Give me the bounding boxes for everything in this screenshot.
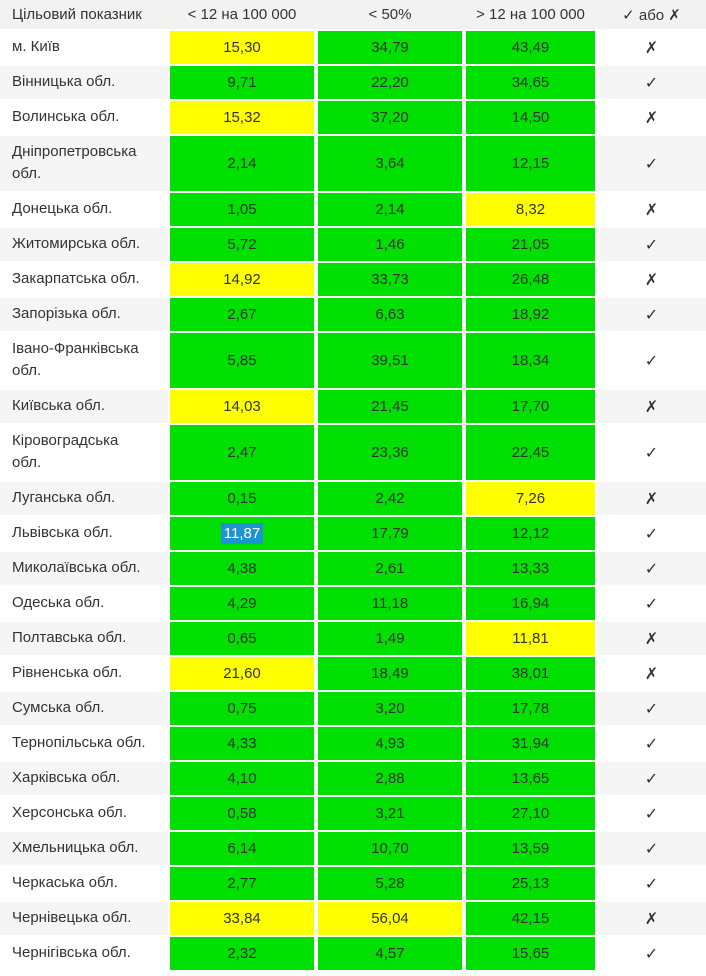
region-name-cell	[0, 390, 168, 425]
region-name-cell	[0, 482, 168, 517]
value-cell: 6,14	[168, 832, 316, 867]
value-cell: 13,59	[464, 832, 597, 867]
value-cell: 2,88	[316, 762, 464, 797]
value-cell: 15,65	[464, 937, 597, 972]
value-cell: 2,61	[316, 552, 464, 587]
region-name-cell	[0, 902, 168, 937]
status-cross-icon: ✗	[597, 263, 706, 298]
region-label: Івано-Франківська обл.	[12, 340, 139, 379]
value-cell: 9,71	[168, 66, 316, 101]
value-cell: 11,18	[316, 587, 464, 622]
table-row	[0, 263, 706, 298]
value-cell: 4,57	[316, 937, 464, 972]
table-row	[0, 31, 706, 66]
region-name-cell	[0, 657, 168, 692]
value-cell: 18,34	[464, 333, 597, 390]
value-cell: 56,04	[316, 902, 464, 937]
value-cell: 2,32	[168, 937, 316, 972]
value-cell: 22,20	[316, 66, 464, 101]
region-name-cell	[0, 31, 168, 66]
status-check-icon: ✓	[597, 425, 706, 482]
table-row	[0, 136, 706, 193]
table-row	[0, 552, 706, 587]
region-label: м. Київ	[12, 38, 60, 55]
region-label: Миколаївська обл.	[12, 559, 141, 576]
region-name-cell	[0, 762, 168, 797]
value-cell: 23,36	[316, 425, 464, 482]
value-cell: 12,12	[464, 517, 597, 552]
region-name-cell	[0, 937, 168, 972]
table-row	[0, 797, 706, 832]
value-cell: 2,42	[316, 482, 464, 517]
table-row	[0, 517, 706, 552]
region-label: Чернігівська обл.	[12, 944, 131, 961]
region-name-cell	[0, 727, 168, 762]
value-cell: 21,60	[168, 657, 316, 692]
value-cell: 25,13	[464, 867, 597, 902]
table-row	[0, 228, 706, 263]
region-label: Волинська обл.	[12, 108, 120, 125]
status-cross-icon: ✗	[597, 657, 706, 692]
header-lt-12-per-100000: < 12 на 100 000	[168, 0, 316, 31]
region-label: Луганська обл.	[12, 489, 116, 506]
value-cell: 34,79	[316, 31, 464, 66]
region-name-cell	[0, 867, 168, 902]
status-check-icon: ✓	[597, 727, 706, 762]
value-cell: 0,75	[168, 692, 316, 727]
region-label: Хмельницька обл.	[12, 839, 139, 856]
value-cell: 6,63	[316, 298, 464, 333]
value-cell: 17,78	[464, 692, 597, 727]
status-cross-icon: ✗	[597, 193, 706, 228]
status-check-icon: ✓	[597, 517, 706, 552]
value-cell: 13,33	[464, 552, 597, 587]
region-label: Харківська обл.	[12, 769, 121, 786]
status-check-icon: ✓	[597, 333, 706, 390]
region-name-cell	[0, 797, 168, 832]
status-check-icon: ✓	[597, 298, 706, 333]
status-check-icon: ✓	[597, 587, 706, 622]
value-cell: 2,47	[168, 425, 316, 482]
region-label: Закарпатська обл.	[12, 270, 140, 287]
value-cell: 26,48	[464, 263, 597, 298]
value-cell: 5,85	[168, 333, 316, 390]
region-name-cell	[0, 228, 168, 263]
region-label: Вінницька обл.	[12, 73, 116, 90]
value-cell: 15,30	[168, 31, 316, 66]
table-row	[0, 101, 706, 136]
header-check-or-cross: ✓ або ✗	[597, 0, 706, 31]
status-cross-icon: ✗	[597, 31, 706, 66]
value-cell: 2,14	[168, 136, 316, 193]
value-cell: 5,72	[168, 228, 316, 263]
region-label: Одеська обл.	[12, 594, 105, 611]
table-row	[0, 902, 706, 937]
value-cell: 5,28	[316, 867, 464, 902]
region-name-cell	[0, 101, 168, 136]
value-cell: 4,93	[316, 727, 464, 762]
region-name-cell	[0, 425, 168, 482]
value-cell: 11,81	[464, 622, 597, 657]
value-cell: 17,79	[316, 517, 464, 552]
table-body	[0, 31, 706, 972]
region-name-cell	[0, 622, 168, 657]
value-cell: 21,45	[316, 390, 464, 425]
region-label: Черкаська обл.	[12, 874, 118, 891]
value-cell: 1,46	[316, 228, 464, 263]
table-row	[0, 622, 706, 657]
value-cell: 3,64	[316, 136, 464, 193]
status-cross-icon: ✗	[597, 622, 706, 657]
region-name-cell	[0, 587, 168, 622]
region-name-cell	[0, 517, 168, 552]
value-cell: 42,15	[464, 902, 597, 937]
header-row	[0, 0, 706, 31]
value-cell: 33,84	[168, 902, 316, 937]
region-label: Львівська обл.	[12, 524, 113, 541]
selected-text: 11,87	[221, 523, 263, 544]
region-name-cell	[0, 263, 168, 298]
value-cell: 22,45	[464, 425, 597, 482]
value-cell: 12,15	[464, 136, 597, 193]
value-cell: 2,77	[168, 867, 316, 902]
table-row	[0, 867, 706, 902]
value-cell: 18,49	[316, 657, 464, 692]
value-cell: 1,49	[316, 622, 464, 657]
status-check-icon: ✓	[597, 228, 706, 263]
region-label: Херсонська обл.	[12, 804, 127, 821]
region-name-cell	[0, 692, 168, 727]
header-gt-12-per-100000: > 12 на 100 000	[464, 0, 597, 31]
value-cell: 17,70	[464, 390, 597, 425]
table-row	[0, 937, 706, 972]
value-cell: 16,94	[464, 587, 597, 622]
value-cell: 27,10	[464, 797, 597, 832]
table-row	[0, 657, 706, 692]
value-cell: 0,15	[168, 482, 316, 517]
value-cell: 3,20	[316, 692, 464, 727]
table-row	[0, 692, 706, 727]
value-cell: 14,92	[168, 263, 316, 298]
region-label: Житомирська обл.	[12, 235, 141, 252]
region-name-cell	[0, 552, 168, 587]
status-check-icon: ✓	[597, 832, 706, 867]
region-label: Чернівецька обл.	[12, 909, 132, 926]
table-row	[0, 762, 706, 797]
status-cross-icon: ✗	[597, 390, 706, 425]
status-check-icon: ✓	[597, 552, 706, 587]
region-label: Рівненська обл.	[12, 664, 123, 681]
status-check-icon: ✓	[597, 937, 706, 972]
table-row	[0, 66, 706, 101]
region-label: Сумська обл.	[12, 699, 105, 716]
value-cell: 4,29	[168, 587, 316, 622]
region-label: Полтавська обл.	[12, 629, 127, 646]
status-check-icon: ✓	[597, 692, 706, 727]
region-label: Донецька обл.	[12, 200, 113, 217]
table-row	[0, 390, 706, 425]
value-cell: 2,67	[168, 298, 316, 333]
region-label: Київська обл.	[12, 397, 105, 414]
table-row	[0, 425, 706, 482]
value-cell: 10,70	[316, 832, 464, 867]
value-cell: 14,50	[464, 101, 597, 136]
table-header	[0, 0, 706, 31]
value-cell: 15,32	[168, 101, 316, 136]
status-check-icon: ✓	[597, 136, 706, 193]
value-cell	[168, 517, 316, 552]
region-name-cell	[0, 136, 168, 193]
region-label: Запорізька обл.	[12, 305, 121, 322]
status-cross-icon: ✗	[597, 101, 706, 136]
value-cell: 2,14	[316, 193, 464, 228]
value-cell: 43,49	[464, 31, 597, 66]
value-cell: 21,05	[464, 228, 597, 263]
value-cell: 4,38	[168, 552, 316, 587]
value-cell: 33,73	[316, 263, 464, 298]
status-cross-icon: ✗	[597, 902, 706, 937]
value-cell: 13,65	[464, 762, 597, 797]
region-label: Тернопільська обл.	[12, 734, 146, 751]
region-name-cell	[0, 333, 168, 390]
table-row	[0, 587, 706, 622]
status-check-icon: ✓	[597, 66, 706, 101]
value-cell: 18,92	[464, 298, 597, 333]
table-row	[0, 482, 706, 517]
value-cell: 7,26	[464, 482, 597, 517]
header-target-indicator: Цільовий показник	[0, 0, 168, 31]
status-check-icon: ✓	[597, 867, 706, 902]
status-check-icon: ✓	[597, 797, 706, 832]
status-cross-icon: ✗	[597, 482, 706, 517]
value-cell: 37,20	[316, 101, 464, 136]
region-name-cell	[0, 832, 168, 867]
status-check-icon: ✓	[597, 762, 706, 797]
region-name-cell	[0, 298, 168, 333]
region-label: Дніпропетровська обл.	[12, 143, 137, 182]
table-row	[0, 333, 706, 390]
value-cell: 4,10	[168, 762, 316, 797]
region-label: Кіровоградська обл.	[12, 432, 119, 471]
value-cell: 8,32	[464, 193, 597, 228]
value-cell: 39,51	[316, 333, 464, 390]
table-row	[0, 298, 706, 333]
table-row	[0, 832, 706, 867]
value-cell: 38,01	[464, 657, 597, 692]
region-name-cell	[0, 193, 168, 228]
value-cell: 31,94	[464, 727, 597, 762]
value-cell: 0,58	[168, 797, 316, 832]
value-cell: 4,33	[168, 727, 316, 762]
header-lt-50-percent: < 50%	[316, 0, 464, 31]
value-cell: 0,65	[168, 622, 316, 657]
value-cell: 34,65	[464, 66, 597, 101]
value-cell: 14,03	[168, 390, 316, 425]
value-cell: 3,21	[316, 797, 464, 832]
region-name-cell	[0, 66, 168, 101]
table-row	[0, 193, 706, 228]
table-row	[0, 727, 706, 762]
value-cell: 1,05	[168, 193, 316, 228]
